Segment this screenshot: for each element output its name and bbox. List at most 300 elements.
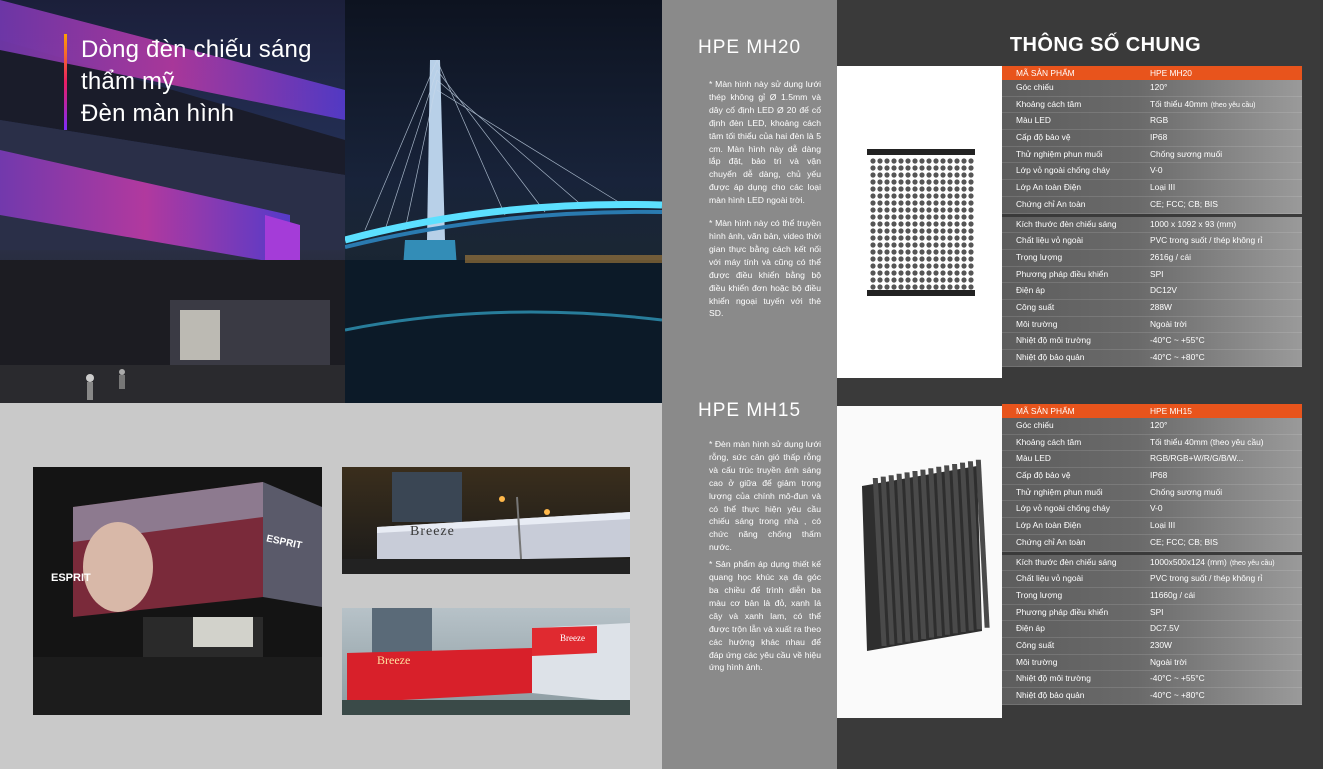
led-dot — [961, 228, 966, 233]
led-dot — [968, 228, 973, 233]
led-dot — [877, 284, 882, 289]
led-dot — [954, 221, 959, 226]
spec-row — [1002, 80, 1302, 97]
led-dot — [919, 242, 924, 247]
led-dot — [961, 172, 966, 177]
led-dot — [968, 235, 973, 240]
spec-value-text: 1000x500x124 (mm) — [1150, 556, 1227, 567]
bridge-photo — [345, 0, 662, 403]
led-dot — [898, 263, 903, 268]
spec-value-text: Ngoài trời — [1150, 656, 1187, 667]
spec-key: Điện áp — [1016, 285, 1045, 296]
led-dot — [933, 235, 938, 240]
spec-value-text: DC12V — [1150, 285, 1177, 296]
led-dot — [891, 221, 896, 226]
led-dot — [919, 228, 924, 233]
led-dot — [954, 277, 959, 282]
led-dot — [905, 158, 910, 163]
led-dot — [947, 186, 952, 191]
spec-row — [1002, 333, 1302, 350]
led-dot — [884, 263, 889, 268]
led-dot — [877, 249, 882, 254]
spec-row — [1002, 113, 1302, 130]
led-dot — [919, 277, 924, 282]
led-dot — [905, 186, 910, 191]
led-dot — [961, 165, 966, 170]
led-dot — [919, 200, 924, 205]
led-dot — [870, 263, 875, 268]
led-dot — [926, 193, 931, 198]
led-dot — [870, 172, 875, 177]
led-dot — [891, 165, 896, 170]
led-dot — [961, 249, 966, 254]
spec-value-text: 1000 x 1092 x 93 (mm) — [1150, 218, 1237, 229]
led-dot — [891, 242, 896, 247]
spec-value-text: Loại III — [1150, 182, 1176, 193]
spec-value-text: IP68 — [1150, 132, 1168, 143]
breeze-night-illustration — [342, 467, 630, 574]
led-dot — [940, 165, 945, 170]
led-dot — [961, 284, 966, 289]
led-dot — [912, 172, 917, 177]
spec-row — [1002, 197, 1302, 214]
led-dot — [898, 200, 903, 205]
led-dot — [926, 186, 931, 191]
spec-value — [1136, 535, 1302, 551]
spec-value-text: V-0 — [1150, 503, 1163, 514]
product-image-mh20 — [837, 66, 1002, 378]
led-dot — [947, 277, 952, 282]
led-dot — [870, 186, 875, 191]
spec-key: Nhiệt độ môi trường — [1016, 335, 1091, 346]
spec-row — [1002, 501, 1302, 518]
led-dot — [954, 242, 959, 247]
spec-key: Góc chiếu — [1016, 82, 1054, 92]
spec-value-text: RGB — [1150, 115, 1169, 126]
spec-value-text: -40°C ~ +55°C — [1150, 673, 1205, 684]
led-dot — [947, 214, 952, 219]
spec-value — [1136, 688, 1302, 704]
spec-key: Công suất — [1016, 639, 1055, 650]
spec-key: Lớp An toàn Điện — [1016, 520, 1082, 531]
spec-row — [1002, 535, 1302, 552]
spec-value-text: PVC trong suốt / thép không rỉ — [1150, 235, 1263, 246]
led-dot — [912, 249, 917, 254]
spec-value — [1136, 501, 1302, 517]
led-dot — [954, 270, 959, 275]
led-dot — [940, 256, 945, 261]
led-dot — [961, 179, 966, 184]
spec-value-text: Chống sương muối — [1150, 486, 1223, 497]
led-dot — [961, 263, 966, 268]
led-dot — [968, 277, 973, 282]
led-mesh-screen-icon — [837, 66, 1002, 378]
led-dot — [968, 158, 973, 163]
led-dot — [919, 284, 924, 289]
spec-value — [1136, 80, 1302, 96]
led-dot — [891, 214, 896, 219]
spec-value — [1136, 97, 1302, 113]
led-dot — [947, 207, 952, 212]
spec-row — [1002, 163, 1302, 180]
spec-value-text: RGB/RGB+W/R/G/B/W... — [1150, 453, 1244, 464]
spec-key: Điện áp — [1016, 623, 1045, 634]
esprit-sign-side: ESPRIT — [265, 533, 303, 552]
led-dot — [919, 235, 924, 240]
spec-row — [1002, 588, 1302, 605]
spec-key: Lớp vỏ ngoài chống cháy — [1016, 503, 1110, 514]
spec-key: Chất liệu vỏ ngoài — [1016, 573, 1084, 584]
spec-value-text: IP68 — [1150, 470, 1168, 481]
led-dot — [968, 186, 973, 191]
led-dot — [926, 228, 931, 233]
spec-key: Kích thước đèn chiếu sáng — [1016, 218, 1117, 229]
led-dot — [968, 263, 973, 268]
led-dot — [884, 256, 889, 261]
spec-key: Chất liệu vỏ ngoài — [1016, 235, 1084, 246]
led-dot — [954, 256, 959, 261]
led-dot — [940, 277, 945, 282]
led-dot — [926, 256, 931, 261]
led-dot — [891, 158, 896, 163]
spec-heading: THÔNG SỐ CHUNG — [1009, 34, 1202, 56]
led-dot — [870, 179, 875, 184]
spec-key: Chứng chỉ An toàn — [1016, 198, 1086, 209]
product-title-mh20: HPE MH20 — [697, 37, 802, 58]
esprit-sign: ESPRIT — [51, 572, 91, 584]
led-dot — [940, 263, 945, 268]
led-dot — [926, 242, 931, 247]
led-dot — [870, 270, 875, 275]
spec-value — [1136, 113, 1302, 129]
spec-key: Màu LED — [1016, 115, 1051, 126]
led-dot — [870, 214, 875, 219]
spec-table-mh15 — [1002, 404, 1302, 705]
led-dot — [933, 158, 938, 163]
led-dot — [870, 249, 875, 254]
hero-title-line1: Dòng đèn chiếu sáng thẩm mỹ — [81, 36, 312, 95]
spec-value-text: -40°C ~ +80°C — [1150, 690, 1205, 700]
spec-row — [1002, 621, 1302, 638]
led-dot — [905, 242, 910, 247]
spec-value-text: Loại III — [1150, 520, 1176, 531]
spec-row — [1002, 418, 1302, 435]
breeze-sign-night: Breeze — [410, 524, 455, 539]
led-dot — [905, 172, 910, 177]
led-dot — [877, 242, 882, 247]
led-dot — [961, 186, 966, 191]
spec-value-text: Tối thiểu 40mm (theo yêu cầu) — [1150, 436, 1264, 447]
led-dot — [877, 179, 882, 184]
led-dot — [891, 186, 896, 191]
led-dot — [940, 158, 945, 163]
led-dot — [961, 200, 966, 205]
led-dot — [926, 179, 931, 184]
spec-row — [1002, 130, 1302, 147]
led-dot — [933, 179, 938, 184]
spec-value-text: Ngoài trời — [1150, 318, 1187, 329]
spec-value — [1136, 300, 1302, 316]
spec-key: Chứng chỉ An toàn — [1016, 536, 1086, 547]
led-dot — [877, 270, 882, 275]
led-dot — [905, 270, 910, 275]
led-dot — [961, 242, 966, 247]
led-dot — [884, 186, 889, 191]
spec-value — [1136, 655, 1302, 671]
led-dot — [884, 200, 889, 205]
led-dot — [912, 165, 917, 170]
spec-value-text: 2616g / cái — [1150, 251, 1191, 262]
led-dot — [961, 270, 966, 275]
spec-key: Góc chiếu — [1016, 420, 1054, 430]
spec-value-text: CE; FCC; CB; BIS — [1150, 536, 1218, 547]
led-dot — [912, 228, 917, 233]
description-paragraph: * Màn hình này có thể truyền hình ảnh, văn bản, video thời gian thực bằng cách kết nối với máy tính và cũng có thể được điều khiển bằng bộ điều khiển đơn hoặc bộ điều khiển ngoại tuyến với thẻ SD. — [709, 218, 821, 319]
breeze-day-photo — [342, 608, 630, 715]
led-dot — [912, 284, 917, 289]
spec-header-value: HPE MH20 — [1150, 68, 1192, 78]
spec-value-text: PVC trong suốt / thép không rỉ — [1150, 573, 1263, 584]
led-dot — [940, 186, 945, 191]
led-dot — [870, 277, 875, 282]
spec-row — [1002, 451, 1302, 468]
spec-key: Cấp độ bảo vệ — [1016, 132, 1071, 143]
spec-value — [1136, 621, 1302, 637]
led-dot — [884, 277, 889, 282]
led-dot — [898, 214, 903, 219]
led-dot — [947, 228, 952, 233]
led-dot — [919, 270, 924, 275]
led-dot — [919, 193, 924, 198]
spec-row — [1002, 267, 1302, 284]
led-dot — [940, 284, 945, 289]
spec-key: Nhiệt độ bảo quản — [1016, 690, 1085, 700]
led-dot — [919, 165, 924, 170]
led-dot — [968, 172, 973, 177]
led-dot — [954, 263, 959, 268]
led-dot — [884, 228, 889, 233]
led-dot — [912, 193, 917, 198]
led-dot — [926, 277, 931, 282]
led-dot — [877, 235, 882, 240]
breeze-sign-day-front: Breeze — [377, 653, 411, 667]
led-dot — [926, 235, 931, 240]
led-hollow-module-icon — [837, 406, 1002, 718]
led-dot — [877, 263, 882, 268]
led-dot — [926, 263, 931, 268]
led-dot — [933, 172, 938, 177]
led-dot — [947, 221, 952, 226]
led-dot — [877, 256, 882, 261]
led-dot — [947, 270, 952, 275]
led-dot — [954, 179, 959, 184]
spec-row — [1002, 655, 1302, 672]
spec-value-text: 120° — [1150, 82, 1168, 92]
spec-row — [1002, 97, 1302, 114]
spec-row — [1002, 147, 1302, 164]
led-dot — [933, 186, 938, 191]
led-dot — [919, 221, 924, 226]
led-dot — [891, 284, 896, 289]
led-dot — [968, 256, 973, 261]
led-dot — [961, 256, 966, 261]
led-dot — [947, 165, 952, 170]
spec-row — [1002, 217, 1302, 234]
spec-row — [1002, 518, 1302, 535]
spec-value — [1136, 267, 1302, 283]
led-dot — [940, 207, 945, 212]
spec-value — [1136, 638, 1302, 654]
spec-value-text: -40°C ~ +80°C — [1150, 352, 1205, 362]
led-dot — [898, 193, 903, 198]
spec-value-text: 11660g / cái — [1150, 589, 1196, 600]
spec-row — [1002, 688, 1302, 705]
spec-row — [1002, 571, 1302, 588]
spec-key: Khoảng cách tâm — [1016, 436, 1082, 447]
led-dot — [905, 284, 910, 289]
led-dot — [940, 179, 945, 184]
led-dot — [884, 158, 889, 163]
led-dot — [912, 242, 917, 247]
led-dot — [926, 221, 931, 226]
led-dot — [954, 193, 959, 198]
led-dot — [947, 263, 952, 268]
spec-row — [1002, 605, 1302, 622]
spec-key: Thử nghiệm phun muối — [1016, 486, 1103, 497]
led-dot — [870, 207, 875, 212]
led-dot — [933, 256, 938, 261]
led-dot — [912, 200, 917, 205]
building-facade-photo — [0, 0, 345, 403]
led-dot — [884, 284, 889, 289]
led-dot — [870, 235, 875, 240]
led-dot — [940, 249, 945, 254]
spec-value — [1136, 435, 1302, 451]
led-dot — [940, 228, 945, 233]
spec-row — [1002, 435, 1302, 452]
led-dot — [870, 256, 875, 261]
led-dot — [905, 249, 910, 254]
spec-key: Thử nghiệm phun muối — [1016, 148, 1103, 159]
led-dot — [947, 172, 952, 177]
led-dot — [947, 193, 952, 198]
led-dot — [877, 228, 882, 233]
led-dot — [933, 249, 938, 254]
spec-row — [1002, 250, 1302, 267]
led-dot — [933, 165, 938, 170]
led-dot — [877, 200, 882, 205]
led-dot — [912, 270, 917, 275]
spec-value-text: 288W — [1150, 301, 1172, 312]
led-dot — [940, 221, 945, 226]
led-dot — [898, 158, 903, 163]
led-dot — [926, 249, 931, 254]
led-dot — [912, 256, 917, 261]
led-dot — [919, 263, 924, 268]
led-dot — [954, 214, 959, 219]
spec-key: Phương pháp điều khiển — [1016, 606, 1109, 617]
led-dot — [905, 256, 910, 261]
led-dot — [940, 200, 945, 205]
spec-header-key: MÃ SẢN PHẨM — [1016, 406, 1075, 416]
spec-value-text: SPI — [1150, 268, 1164, 279]
spec-value — [1136, 163, 1302, 179]
spec-value — [1136, 671, 1302, 687]
led-dot — [905, 228, 910, 233]
led-dot — [870, 193, 875, 198]
led-dot — [926, 200, 931, 205]
led-dot — [954, 200, 959, 205]
led-dot — [919, 179, 924, 184]
spec-key: Môi trường — [1016, 318, 1058, 329]
led-dot — [947, 284, 952, 289]
led-dot — [933, 284, 938, 289]
led-dot — [898, 242, 903, 247]
led-dot — [954, 249, 959, 254]
led-dot — [891, 228, 896, 233]
esprit-store-photo — [33, 467, 322, 715]
spec-value — [1136, 350, 1302, 366]
spec-value — [1136, 418, 1302, 434]
led-dot — [933, 207, 938, 212]
led-dot — [870, 165, 875, 170]
led-dot — [884, 270, 889, 275]
spec-value-text: 120° — [1150, 420, 1168, 430]
led-dot — [905, 193, 910, 198]
led-dot — [933, 214, 938, 219]
led-dot — [961, 235, 966, 240]
led-dot — [947, 242, 952, 247]
spec-value-text: V-0 — [1150, 165, 1163, 176]
led-dot — [961, 214, 966, 219]
spec-key: Lớp An toàn Điện — [1016, 182, 1082, 193]
spec-header-row — [1002, 66, 1302, 80]
spec-key: Kích thước đèn chiếu sáng — [1016, 556, 1117, 567]
led-dot — [905, 200, 910, 205]
led-dot — [954, 207, 959, 212]
led-dot — [870, 158, 875, 163]
led-dot — [884, 235, 889, 240]
spec-value — [1136, 555, 1302, 571]
spec-value — [1136, 518, 1302, 534]
spec-row — [1002, 283, 1302, 300]
led-dot — [947, 235, 952, 240]
spec-key: Nhiệt độ bảo quản — [1016, 352, 1085, 362]
led-dot — [919, 256, 924, 261]
spec-value — [1136, 217, 1302, 233]
description-paragraph: * Đèn màn hình sử dụng lưới rỗng, sức cản gió thấp rỗng và cấu trúc truyền ánh sáng cao ở giữa để giảm trọng lượng của chính mô-đun và có thể thực hiện yêu cầu chiếu sáng trong nhà , có chức năng chống thấm nước. — [709, 439, 821, 553]
led-dot — [968, 221, 973, 226]
hero-title — [64, 34, 345, 130]
hero-title-line2: Đèn màn hình — [81, 100, 235, 127]
spec-key: Trọng lượng — [1016, 589, 1063, 600]
led-dot — [898, 172, 903, 177]
led-dot — [968, 179, 973, 184]
spec-row — [1002, 468, 1302, 485]
led-dot — [898, 249, 903, 254]
spec-key: Trọng lượng — [1016, 251, 1063, 262]
led-dot — [926, 214, 931, 219]
led-dot — [940, 270, 945, 275]
led-dot — [961, 277, 966, 282]
spec-row — [1002, 350, 1302, 367]
led-dot — [912, 277, 917, 282]
product-image-mh15 — [837, 406, 1002, 718]
led-dot — [933, 221, 938, 226]
breeze-sign-day-side: Breeze — [560, 633, 585, 643]
spec-key: Phương pháp điều khiển — [1016, 268, 1109, 279]
led-dot — [898, 228, 903, 233]
